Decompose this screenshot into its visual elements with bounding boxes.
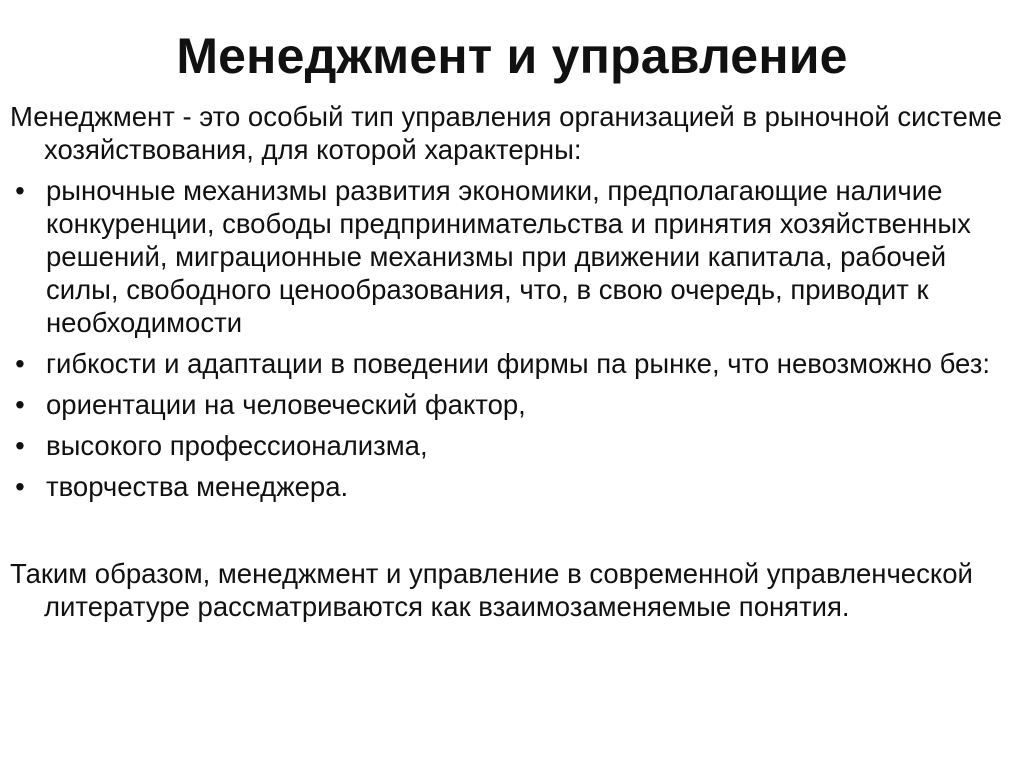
bullet-dot-icon: • <box>15 175 25 206</box>
bullet-dot-icon: • <box>15 389 25 420</box>
intro-paragraph: Менеджмент - это особый тип управления организацией в рыночной системе хозяйствования, для которой характерны: <box>10 101 1002 165</box>
bullet-list <box>10 174 1010 503</box>
bullet-item <box>10 470 1010 503</box>
bullet-item <box>10 429 1010 462</box>
bullet-item <box>10 174 1010 339</box>
bullet-text: высокого профессионализма, <box>46 430 428 461</box>
bullet-item <box>10 388 1010 421</box>
bullet-text: творчества менеджера. <box>46 471 349 502</box>
bullet-text: рыночные механизмы развития экономики, предполагающие наличие конкуренции, свободы предпринимательства и принятия хозяйственных решений, миграционные механизмы при движении капитала, рабочей силы, свободного ценообразования, что, в свою очередь, приводит к необходимости <box>46 175 971 338</box>
bullet-text: ориентации на человеческий фактор, <box>46 389 526 420</box>
conclusion-paragraph: Таким образом, менеджмент и управление в современной управленческой литературе рассматриваются как взаимозаменяемые понятия. <box>10 558 973 622</box>
bullet-text: гибкости и адаптации в поведении фирмы па рынке, что невозможно без: <box>46 348 990 379</box>
bullet-dot-icon: • <box>15 348 25 379</box>
bullet-dot-icon: • <box>15 471 25 502</box>
slide-title: Менеджмент и управление <box>176 28 848 84</box>
bullet-dot-icon: • <box>15 430 25 461</box>
slide-content <box>10 100 1010 623</box>
bullet-item <box>10 347 1010 380</box>
